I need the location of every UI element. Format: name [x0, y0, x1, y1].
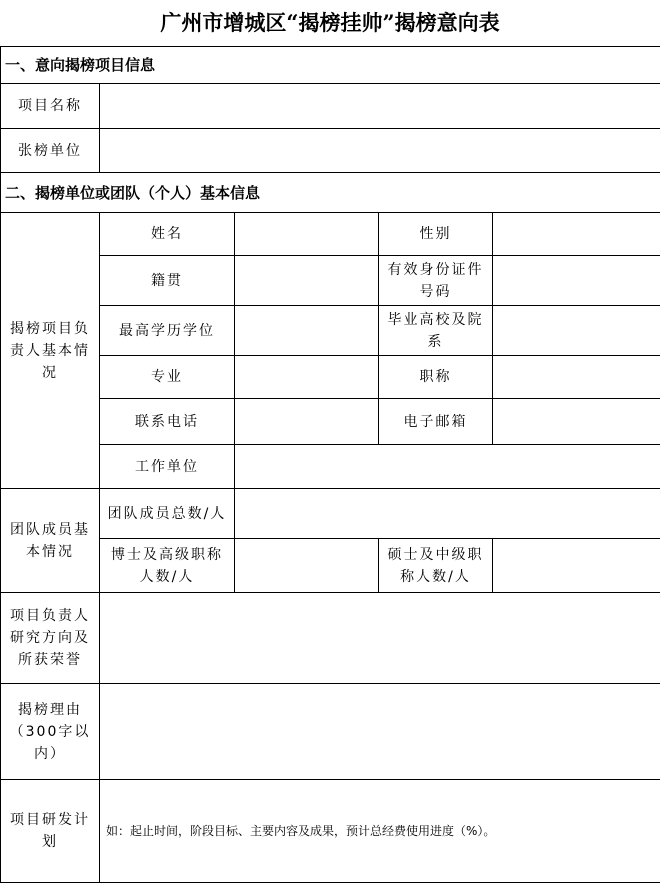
phone-field[interactable] [235, 399, 379, 445]
team-total-label: 团队成员总数/人 [100, 489, 235, 539]
leader-info-label: 揭榜项目负责人基本情况 [1, 213, 100, 489]
phone-label: 联系电话 [100, 399, 235, 445]
employer-field[interactable] [235, 445, 660, 489]
rd-plan-label: 项目研发计划 [1, 780, 100, 883]
prof-title-field[interactable] [493, 356, 660, 399]
senior-count-label: 博士及高级职称人数/人 [100, 539, 235, 593]
major-label: 专业 [100, 356, 235, 399]
id-number-field[interactable] [493, 256, 660, 306]
email-field[interactable] [493, 399, 660, 445]
email-label: 电子邮箱 [379, 399, 493, 445]
rd-plan-field[interactable]: 如：起止时间，阶段目标、主要内容及成果，预计总经费使用进度（%）。 [100, 780, 660, 883]
id-number-label: 有效身份证件号码 [379, 256, 493, 306]
employer-label: 工作单位 [100, 445, 235, 489]
major-field[interactable] [235, 356, 379, 399]
team-info-label: 团队成员基本情况 [1, 489, 100, 593]
project-name-label: 项目名称 [1, 84, 100, 129]
mid-count-field[interactable] [493, 539, 660, 593]
team-total-field[interactable] [235, 489, 660, 539]
degree-label: 最高学历学位 [100, 306, 235, 356]
reason-field[interactable] [100, 684, 660, 780]
mid-count-label: 硕士及中级职称人数/人 [379, 539, 493, 593]
research-direction-field[interactable] [100, 593, 660, 684]
native-place-label: 籍贯 [100, 256, 235, 306]
prof-title-label: 职称 [379, 356, 493, 399]
gender-field[interactable] [493, 213, 660, 256]
native-place-field[interactable] [235, 256, 379, 306]
section2-heading: 二、揭榜单位或团队（个人）基本信息 [1, 173, 660, 213]
gender-label: 性别 [379, 213, 493, 256]
project-name-field[interactable] [100, 84, 660, 129]
school-field[interactable] [493, 306, 660, 356]
publisher-field[interactable] [100, 129, 660, 173]
research-direction-label: 项目负责人研究方向及所获荣誉 [1, 593, 100, 684]
name-label: 姓名 [100, 213, 235, 256]
publisher-label: 张榜单位 [1, 129, 100, 173]
section1-heading: 一、意向揭榜项目信息 [1, 47, 660, 84]
senior-count-field[interactable] [235, 539, 379, 593]
reason-label: 揭榜理由（300字以内） [1, 684, 100, 780]
name-field[interactable] [235, 213, 379, 256]
form-title: 广州市增城区“揭榜挂帅”揭榜意向表 [160, 10, 500, 35]
intent-form-table [0, 46, 660, 883]
degree-field[interactable] [235, 306, 379, 356]
school-label: 毕业高校及院系 [379, 306, 493, 356]
